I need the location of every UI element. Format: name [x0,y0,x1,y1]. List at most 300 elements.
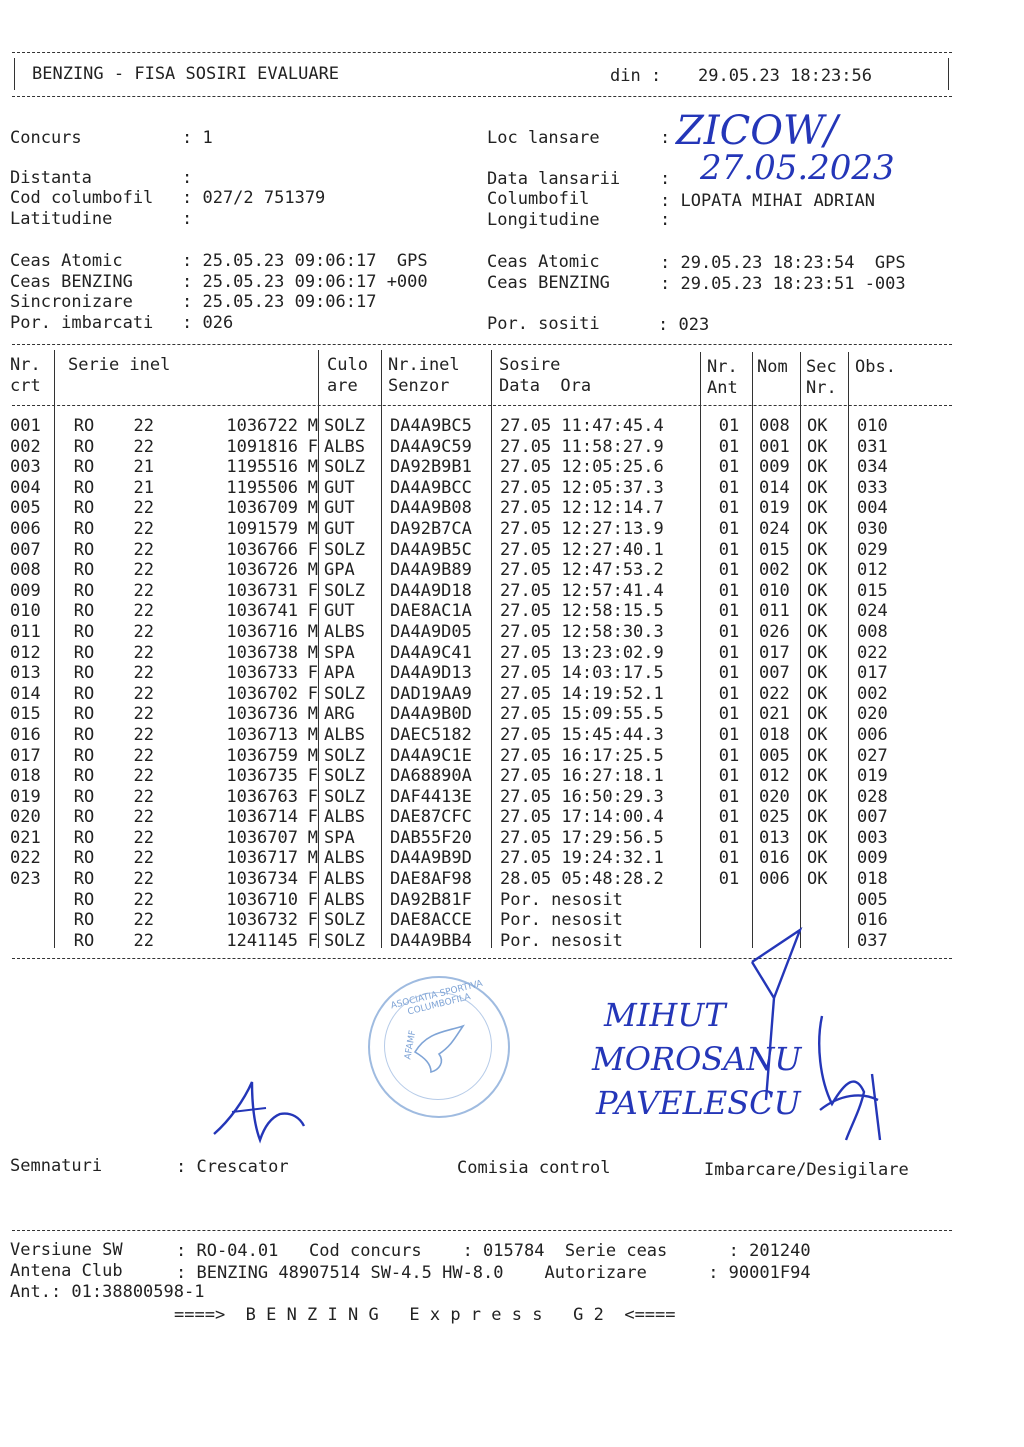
handwritten-name-pavelescu: PAVELESCU [596,1084,801,1122]
semnaturi-label: Semnaturi [10,1156,103,1176]
row-sec: OK [807,683,828,704]
col-culoare-bottom: are [327,376,358,396]
row-obs: 037 [857,930,888,951]
row-obs: 016 [857,910,888,931]
row-sec: OK [807,601,828,622]
row-obs: 009 [857,848,888,869]
row-ring-number: 1241145 [226,930,298,951]
row-nr: 002 [10,436,41,457]
row-ring-number: 1091816 [226,436,298,457]
row-year: 22 [133,560,154,581]
row-sex: F [307,807,318,828]
row-nom: 010 [759,580,790,601]
row-country: RO [73,621,95,642]
row-ring-number: 1036741 [226,601,298,622]
ceas-benzing-start-value: : 25.05.23 09:06:17 +000 [182,272,428,292]
row-nr: 009 [10,580,41,601]
row-country: RO [73,518,95,539]
row-sex: M [307,848,318,869]
row-color: SOLZ [324,683,365,704]
row-nom: 014 [759,477,790,498]
row-year: 22 [133,621,154,642]
row-sec: OK [807,786,828,807]
row-antenna: 01 [718,786,740,807]
col-nr-top: Nr. [10,355,41,375]
antena-id: Ant.: 01:38800598-1 [10,1282,205,1302]
row-nr: 013 [10,663,41,684]
data-lansarii-label: Data lansarii [487,169,621,189]
ceas-benzing-end-label: Ceas BENZING [487,273,610,293]
row-sex: M [307,560,318,581]
row-country: RO [73,786,95,807]
row-nom: 016 [759,848,790,869]
row-antenna: 01 [718,457,740,478]
row-nom: 019 [759,498,790,519]
row-sec: OK [807,704,828,725]
row-antenna: 01 [718,498,740,519]
latitudine-label: Latitudine [10,209,113,229]
row-obs: 027 [857,745,888,766]
row-sex: M [307,827,318,848]
row-arrival: Por. nesosit [500,910,623,931]
row-country: RO [73,416,95,436]
row-color: GUT [324,518,355,539]
row-sensor: DA4A9C41 [390,642,472,663]
row-arrival: 27.05 15:09:55.5 [500,704,664,725]
antena-club-line: : BENZING 48907514 SW-4.5 HW-8.0 Autorizare : 90001F94 [176,1263,811,1283]
row-arrival: 27.05 16:17:25.5 [500,745,664,766]
row-nr: 023 [10,869,41,890]
row-obs: 017 [857,663,888,684]
row-antenna: 01 [718,807,740,828]
row-obs: 008 [857,621,888,642]
row-color: SOLZ [324,539,365,560]
concurs-label: Concurs [10,128,82,148]
row-obs: 010 [857,416,888,436]
row-nr: 016 [10,724,41,745]
row-country: RO [73,930,95,951]
row-year: 22 [133,724,154,745]
row-year: 22 [133,930,154,951]
footer-rule [12,1230,952,1231]
row-year: 22 [133,539,154,560]
row-year: 22 [133,766,154,787]
row-sec: OK [807,621,828,642]
row-sec: OK [807,477,828,498]
col-ant-top: Nr. [707,357,738,377]
sincronizare-value: : 25.05.23 09:06:17 [182,292,377,312]
row-nom: 024 [759,518,790,539]
row-antenna: 01 [718,601,740,622]
row-antenna: 01 [718,848,740,869]
longitudine-label: Longitudine [487,210,600,230]
row-ring-number: 1036710 [226,889,298,910]
row-sec: OK [807,724,828,745]
row-year: 22 [133,416,154,436]
row-year: 22 [133,518,154,539]
row-country: RO [73,539,95,560]
row-sensor: DA4A9B0D [390,704,472,725]
row-country: RO [73,663,95,684]
row-obs: 002 [857,683,888,704]
row-sensor: DAD19AA9 [390,683,472,704]
row-country: RO [73,457,95,478]
row-antenna: 01 [718,827,740,848]
row-arrival: 27.05 11:58:27.9 [500,436,664,457]
row-year: 22 [133,436,154,457]
row-nom: 012 [759,766,790,787]
row-sex: F [307,910,318,931]
row-sex: M [307,457,318,478]
row-sensor: DA4A9B9D [390,848,472,869]
row-sex: F [307,786,318,807]
row-color: ALBS [324,848,365,869]
row-arrival: 27.05 11:47:45.4 [500,416,664,436]
row-ring-number: 1036738 [226,642,298,663]
row-obs: 034 [857,457,888,478]
row-color: SOLZ [324,745,365,766]
row-antenna: 01 [718,416,740,436]
stamp-text: ASOCIATIA SPORTIVA COLUMBOFILA [389,978,484,1018]
sincronizare-label: Sincronizare [10,292,133,312]
row-country: RO [73,827,95,848]
row-nr: 011 [10,621,41,642]
row-color: ALBS [324,621,365,642]
loc-lansare-label: Loc lansare [487,128,600,148]
row-sec: OK [807,663,828,684]
row-sensor: DAE8AF98 [390,869,472,890]
row-nr: 010 [10,601,41,622]
col-obs: Obs. [855,357,896,377]
row-obs: 005 [857,889,888,910]
row-sensor: DA4A9D05 [390,621,472,642]
col-sec-top: Sec [806,357,837,377]
document-title: BENZING - FISA SOSIRI EVALUARE [32,64,340,84]
row-sensor: DA4A9C59 [390,436,472,457]
row-year: 22 [133,827,154,848]
row-sensor: DAE87CFC [390,807,472,828]
row-obs: 012 [857,560,888,581]
row-nom: 009 [759,457,790,478]
row-color: ALBS [324,889,365,910]
row-antenna: 01 [718,580,740,601]
row-obs: 031 [857,436,888,457]
row-year: 22 [133,848,154,869]
por-sositi-value: : 023 [658,315,710,335]
row-nr: 004 [10,477,41,498]
row-year: 22 [133,580,154,601]
row-sec: OK [807,539,828,560]
row-arrival: 27.05 19:24:32.1 [500,848,664,869]
row-nom: 001 [759,436,790,457]
stamp-center-text: AFAMF [403,1029,419,1061]
handwritten-data-lansarii: 27.05.2023 [700,148,895,188]
row-sex: M [307,704,318,725]
row-year: 22 [133,889,154,910]
loc-lansare-value: : [660,128,671,148]
row-sex: F [307,766,318,787]
row-sensor: DA4A9C1E [390,745,472,766]
row-sex: M [307,518,318,539]
row-nr: 003 [10,457,41,478]
row-arrival: 27.05 12:58:15.5 [500,601,664,622]
row-obs: 003 [857,827,888,848]
row-ring-number: 1036733 [226,663,298,684]
row-obs: 006 [857,724,888,745]
data-lansarii-value: : [660,169,671,189]
row-arrival: 27.05 17:14:00.4 [500,807,664,828]
row-obs: 033 [857,477,888,498]
ceas-atomic-end-value: : 29.05.23 18:23:54 GPS [660,253,906,273]
row-country: RO [73,601,95,622]
row-ring-number: 1036734 [226,869,298,890]
row-nr: 014 [10,683,41,704]
row-antenna: 01 [718,477,740,498]
ceas-benzing-end-value: : 29.05.23 18:23:51 -003 [660,274,906,294]
row-nr: 012 [10,642,41,663]
row-sensor: DA92B7CA [390,518,472,539]
row-nr: 019 [10,786,41,807]
imbarcare-desigilare-label: Imbarcare/Desigilare [704,1160,909,1180]
row-nom: 022 [759,683,790,704]
row-sex: F [307,663,318,684]
row-antenna: 01 [718,642,740,663]
row-color: ARG [324,704,355,725]
row-ring-number: 1036726 [226,560,298,581]
handwritten-name-morosanu: MOROSANU [592,1040,802,1078]
row-country: RO [73,477,95,498]
latitudine-value: : [182,209,193,229]
row-sensor: DA4A9B5C [390,539,472,560]
row-antenna: 01 [718,560,740,581]
row-sensor: DA68890A [390,766,472,787]
ceas-atomic-start-value: : 25.05.23 09:06:17 GPS [182,251,428,271]
benzing-express-brand: ====> B E N Z I N G E x p r e s s G 2 <==== [174,1305,676,1325]
handwritten-loc-lansare: ZICOW/ [676,108,838,154]
row-sex: M [307,416,318,436]
row-nom: 008 [759,416,790,436]
row-sex: F [307,889,318,910]
row-sensor: DA4A9B08 [390,498,472,519]
row-antenna: 01 [718,663,740,684]
por-imbarcati-value: : 026 [182,313,234,333]
col-serie-inel: Serie inel [68,355,171,375]
row-arrival: Por. nesosit [500,930,623,951]
row-color: GPA [324,560,355,581]
row-arrival: 27.05 12:57:41.4 [500,580,664,601]
row-color: APA [324,663,355,684]
row-arrival: 27.05 12:47:53.2 [500,560,664,581]
row-ring-number: 1036713 [226,724,298,745]
row-sec: OK [807,457,828,478]
row-nr: 017 [10,745,41,766]
row-nom: 026 [759,621,790,642]
row-year: 22 [133,910,154,931]
ceas-atomic-start-label: Ceas Atomic [10,251,123,271]
row-ring-number: 1036709 [226,498,298,519]
columbofil-value: : LOPATA MIHAI ADRIAN [660,191,875,211]
row-obs: 015 [857,580,888,601]
row-country: RO [73,745,95,766]
row-antenna: 01 [718,869,740,890]
row-sec: OK [807,518,828,539]
row-nom: 002 [759,560,790,581]
row-ring-number: 1036717 [226,848,298,869]
row-year: 22 [133,601,154,622]
col-nom: Nom [757,357,788,377]
row-arrival: 27.05 15:45:44.3 [500,724,664,745]
row-antenna: 01 [718,621,740,642]
row-sec: OK [807,869,828,890]
row-country: RO [73,560,95,581]
row-nom: 011 [759,601,790,622]
row-nr: 006 [10,518,41,539]
row-country: RO [73,869,95,890]
row-obs: 004 [857,498,888,519]
col-nr-bottom: crt [10,376,41,396]
col-sosire-bottom: Data Ora [499,376,592,396]
versiune-sw-label: Versiune SW [10,1240,123,1260]
row-ring-number: 1036722 [226,416,298,436]
row-year: 22 [133,786,154,807]
row-nom: 018 [759,724,790,745]
columbofil-label: Columbofil [487,189,590,209]
row-ring-number: 1036759 [226,745,298,766]
row-obs: 030 [857,518,888,539]
row-sex: M [307,477,318,498]
row-sec: OK [807,416,828,436]
row-arrival: 27.05 16:27:18.1 [500,766,664,787]
row-sensor: DAE8AC1A [390,601,472,622]
row-arrival: 27.05 12:12:14.7 [500,498,664,519]
row-sex: F [307,683,318,704]
row-nr: 008 [10,560,41,581]
row-arrival: 27.05 12:27:40.1 [500,539,664,560]
comisia-control-label: Comisia control [457,1158,611,1178]
antena-club-label: Antena Club [10,1261,123,1281]
concurs-value: : 1 [182,128,213,148]
row-nr: 005 [10,498,41,519]
col-senzor-bottom: Senzor [388,376,450,396]
row-arrival: 27.05 12:58:30.3 [500,621,664,642]
row-color: SPA [324,827,355,848]
row-country: RO [73,683,95,704]
row-ring-number: 1036766 [226,539,298,560]
row-color: SOLZ [324,910,365,931]
row-sensor: DA4A9BB4 [390,930,472,951]
row-sex: M [307,745,318,766]
row-sex: M [307,642,318,663]
row-obs: 007 [857,807,888,828]
row-nr: 001 [10,416,41,436]
row-country: RO [73,724,95,745]
row-sensor: DA92B9B1 [390,457,472,478]
din-label: din : [610,66,662,86]
din-value: 29.05.23 18:23:56 [698,66,872,86]
row-sec: OK [807,498,828,519]
row-antenna: 01 [718,683,740,704]
col-culoare-top: Culo [327,355,368,375]
row-color: ALBS [324,436,365,457]
row-color: SOLZ [324,786,365,807]
row-color: SOLZ [324,766,365,787]
por-sositi-label: Por. sositi [487,314,600,334]
row-country: RO [73,704,95,725]
row-sec: OK [807,580,828,601]
row-nr: 022 [10,848,41,869]
row-year: 21 [133,457,154,478]
row-nom: 020 [759,786,790,807]
row-country: RO [73,807,95,828]
row-nom: 007 [759,663,790,684]
col-senzor-top: Nr.inel [388,355,460,375]
row-ring-number: 1195506 [226,477,298,498]
row-antenna: 01 [718,745,740,766]
row-obs: 019 [857,766,888,787]
row-arrival: 27.05 16:50:29.3 [500,786,664,807]
row-ring-number: 1091579 [226,518,298,539]
row-arrival: 27.05 12:27:13.9 [500,518,664,539]
cod-columbofil-label: Cod columbofil [10,188,154,208]
cod-columbofil-value: : 027/2 751379 [182,188,326,208]
row-nr: 007 [10,539,41,560]
row-sensor: DA4A9BC5 [390,416,472,436]
row-sex: F [307,869,318,890]
row-sensor: DA4A9B89 [390,560,472,581]
row-country: RO [73,436,95,457]
row-arrival: 27.05 13:23:02.9 [500,642,664,663]
row-antenna: 01 [718,436,740,457]
row-ring-number: 1036731 [226,580,298,601]
row-ring-number: 1036707 [226,827,298,848]
row-obs: 024 [857,601,888,622]
row-sec: OK [807,642,828,663]
row-sensor: DA92B81F [390,889,472,910]
row-ring-number: 1036714 [226,807,298,828]
row-ring-number: 1195516 [226,457,298,478]
row-color: SOLZ [324,930,365,951]
row-nom: 005 [759,745,790,766]
versiune-sw-line: : RO-04.01 Cod concurs : 015784 Serie ceas : 201240 [176,1241,811,1261]
row-nr: 015 [10,704,41,725]
row-arrival: 28.05 05:48:28.2 [500,869,664,890]
row-sec: OK [807,766,828,787]
row-antenna: 01 [718,766,740,787]
row-country: RO [73,766,95,787]
row-sex: F [307,539,318,560]
row-sensor: DAF4413E [390,786,472,807]
row-color: GUT [324,477,355,498]
row-sex: M [307,724,318,745]
row-year: 21 [133,477,154,498]
row-year: 22 [133,683,154,704]
distanta-value: : [182,168,193,188]
distanta-label: Distanta [10,168,92,188]
row-antenna: 01 [718,539,740,560]
row-sensor: DAEC5182 [390,724,472,745]
row-sex: F [307,436,318,457]
row-sec: OK [807,807,828,828]
row-country: RO [73,848,95,869]
row-sec: OK [807,745,828,766]
row-color: ALBS [324,807,365,828]
row-sec: OK [807,436,828,457]
row-nom: 021 [759,704,790,725]
row-nom: 006 [759,869,790,890]
row-color: ALBS [324,724,365,745]
row-year: 22 [133,745,154,766]
row-antenna: 01 [718,704,740,725]
